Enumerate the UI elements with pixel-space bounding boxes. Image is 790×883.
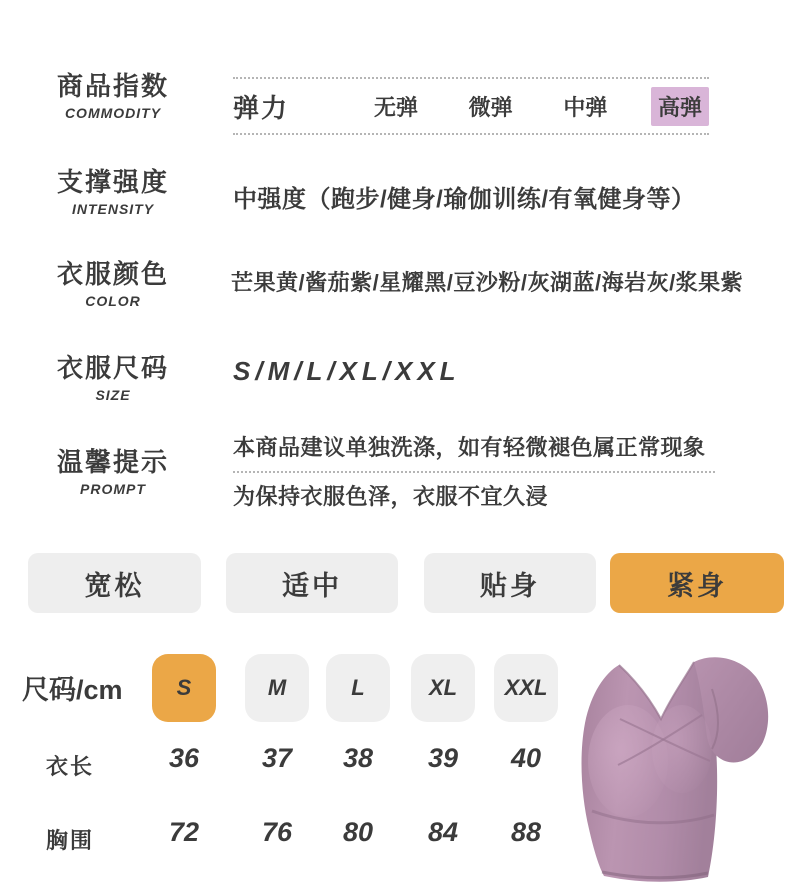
size-table-unit-label: 尺码/cm bbox=[22, 675, 123, 705]
spec-label-cn: 温馨提示 bbox=[56, 447, 169, 477]
spec-label-cn: 商品指数 bbox=[56, 71, 169, 101]
prompt-block bbox=[233, 434, 715, 511]
prompt-line-2: 为保持衣服色泽，衣服不宜久浸 bbox=[233, 484, 549, 509]
spec-label-cn: 支撑强度 bbox=[56, 167, 169, 197]
size-options-value: S/M/L/XL/XXL bbox=[233, 356, 461, 386]
spec-label-cn: 衣服尺码 bbox=[56, 353, 169, 383]
fit-button-tight[interactable]: 紧身 bbox=[610, 553, 784, 613]
size-chip-m[interactable]: M bbox=[245, 654, 309, 722]
spec-label-cn: 衣服颜色 bbox=[56, 259, 169, 289]
table-cell: 84 bbox=[427, 817, 459, 847]
size-chip-s[interactable]: S bbox=[152, 654, 216, 722]
elasticity-scale bbox=[233, 77, 709, 135]
spec-label-en: INTENSITY bbox=[71, 201, 155, 217]
divider bbox=[233, 471, 715, 473]
spec-label-size bbox=[48, 348, 178, 403]
size-chip-xxl[interactable]: XXL bbox=[494, 654, 558, 722]
measure-row-label-length: 衣长 bbox=[46, 754, 95, 779]
spec-label-intensity bbox=[48, 162, 178, 217]
fit-button-loose[interactable]: 宽松 bbox=[28, 553, 201, 613]
elasticity-option-slight: 微弹 bbox=[468, 95, 513, 120]
spec-label-prompt bbox=[48, 442, 178, 497]
elasticity-name: 弹力 bbox=[233, 93, 290, 123]
table-cell: 38 bbox=[342, 743, 374, 773]
spec-label-color bbox=[48, 254, 178, 309]
spec-label-en: PROMPT bbox=[80, 481, 146, 497]
table-cell: 40 bbox=[510, 743, 542, 773]
elasticity-option-medium: 中弹 bbox=[563, 95, 608, 120]
spec-label-commodity bbox=[48, 66, 178, 121]
size-chip-xl[interactable]: XL bbox=[411, 654, 475, 722]
spec-label-en: COLOR bbox=[85, 293, 141, 309]
measure-row-label-bust: 胸围 bbox=[46, 828, 95, 853]
divider bbox=[233, 133, 709, 135]
size-chip-l[interactable]: L bbox=[326, 654, 390, 722]
table-cell: 36 bbox=[168, 743, 200, 773]
table-cell: 37 bbox=[261, 743, 293, 773]
prompt-line-1: 本商品建议单独洗涤，如有轻微褪色属正常现象 bbox=[233, 435, 706, 460]
table-cell: 76 bbox=[261, 817, 293, 847]
fit-button-fitted[interactable]: 贴身 bbox=[424, 553, 596, 613]
table-cell: 72 bbox=[168, 817, 200, 847]
table-cell: 88 bbox=[510, 817, 542, 847]
elasticity-option-none: 无弹 bbox=[374, 95, 419, 120]
intensity-value: 中强度（跑步/健身/瑜伽训练/有氧健身等） bbox=[233, 186, 696, 213]
elasticity-option-high: 高弹 bbox=[651, 87, 709, 126]
spec-label-en: COMMODITY bbox=[64, 105, 162, 121]
color-options-value: 芒果黄/酱茄紫/星耀黑/豆沙粉/灰湖蓝/海岩灰/浆果紫 bbox=[231, 270, 744, 295]
fit-button-regular[interactable]: 适中 bbox=[226, 553, 398, 613]
table-cell: 80 bbox=[342, 817, 374, 847]
product-photo-purple-crop-top bbox=[562, 629, 790, 883]
spec-label-en: SIZE bbox=[95, 387, 131, 403]
table-cell: 39 bbox=[427, 743, 459, 773]
